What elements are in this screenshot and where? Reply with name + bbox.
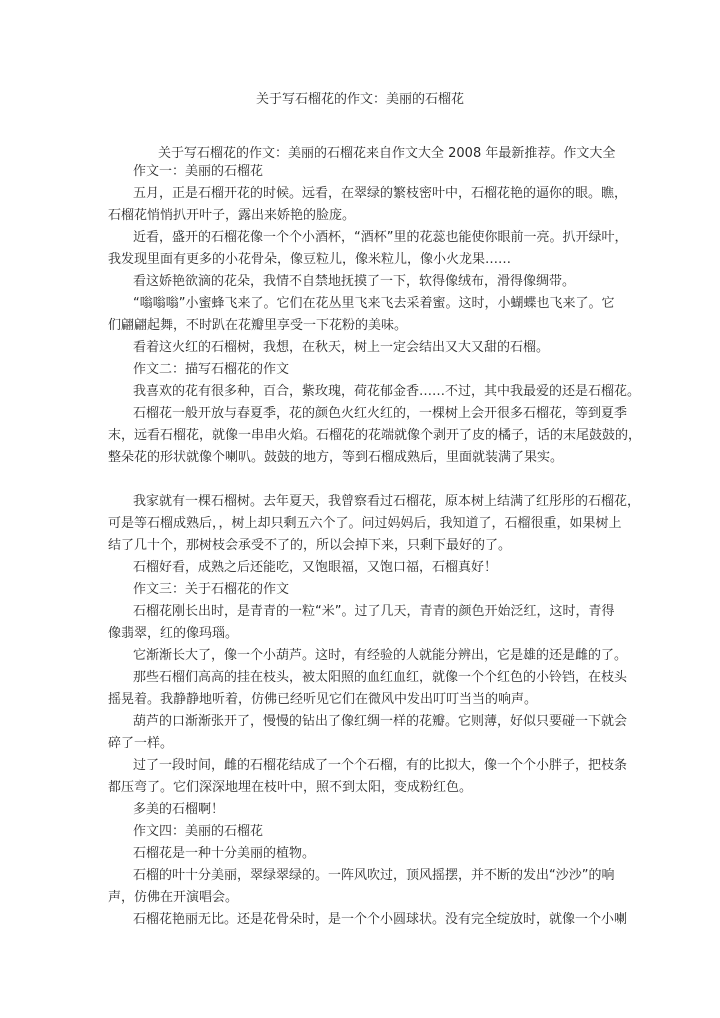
paragraph-line: 作文四：美丽的石榴花: [133, 824, 264, 839]
paragraph-line: 作文二：描写石榴花的作文: [133, 362, 290, 377]
paragraph: [108, 645, 628, 667]
paragraph: [108, 865, 615, 909]
paragraph-line: 近看，盛开的石榴花像一个个小酒杯，“酒杯”里的花蕊也能使你眼前一亮。扒开绿叶，: [133, 230, 628, 245]
intro-paragraph: 关于写石榴花的作文：美丽的石榴花来自作文大全 2008 年最新推荐。作文大全: [158, 146, 616, 161]
paragraph-line: 作文一：美丽的石榴花: [133, 164, 264, 179]
paragraph: [108, 711, 628, 755]
paragraph-line: 我家就有一棵石榴树。去年夏天，我曾察看过石榴花，原本树上结满了红彤彤的石榴花，: [133, 494, 641, 509]
paragraph-line: 多美的石榴啊！: [133, 802, 225, 817]
paragraph-line: 过了一段时间，雌的石榴花结成了一个个石榴，有的比拟大，像一个个小胖子，把枝条: [133, 758, 628, 773]
paragraph-line: 五月，正是石榴开花的时候。远看，在翠绿的繁枝密叶中，石榴花艳的逼你的眼。瞧，: [133, 186, 628, 201]
paragraph-line: 整朵花的形状就像个喇叭。鼓鼓的地方，等到石榴成熟后，里面就装满了果实。: [108, 450, 564, 465]
paragraph: [108, 183, 628, 227]
paragraph: [108, 403, 642, 469]
paragraph-line: 石榴的叶十分美丽，翠绿翠绿的。一阵风吹过，顶风摇摆，并不断的发出“沙沙”的响: [133, 868, 615, 883]
paragraph-line: 作文三：关于石榴花的作文: [133, 582, 290, 597]
paragraph-line: 我发现里面有更多的小花骨朵，像豆粒儿，像米粒儿，像小火龙果……: [108, 252, 512, 267]
paragraph: [108, 667, 628, 711]
paragraph: [108, 799, 610, 821]
paragraph-line: 像翡翠，红的像玛瑙。: [108, 626, 239, 641]
paragraph-line: 葫芦的口渐渐张开了，慢慢的钻出了像红绸一样的花瓣。它则薄，好似只要碰一下就会: [133, 714, 628, 729]
document-title: 关于写石榴花的作文：美丽的石榴花: [255, 92, 464, 107]
paragraph-line: 石榴花刚长出时，是青青的一粒“米”。过了几天，青青的颜色开始泛红，这时，青得: [133, 604, 615, 619]
paragraph-line: 末，远看石榴花，就像一串串火焰。石榴花的花端就像个剥开了皮的橘子，话的末尾鼓鼓的，: [108, 428, 642, 443]
paragraph: [108, 821, 610, 843]
paragraph: [108, 271, 610, 293]
paragraph-line: 结了几十个，那树枝会承受不了的，所以会掉下来，只剩下最好的了。: [108, 538, 512, 553]
paragraph-line: 我喜欢的花有很多种，百合，紫玫瑰，荷花郁金香……不过，其中我最爱的还是石榴花。: [133, 384, 641, 399]
document-body: [108, 143, 642, 931]
paragraph-line: 们翩翩起舞，不时趴在花瓣里享受一下花粉的美味。: [108, 318, 408, 333]
paragraph-line: 石榴花艳丽无比。还是花骨朵时，是一个个小圆球状。没有完全绽放时，就像一个小喇: [133, 912, 628, 927]
paragraph: [108, 601, 615, 645]
paragraph: [108, 337, 610, 359]
paragraph-line: 声，仿佛在开演唱会。: [108, 890, 239, 905]
paragraph-line: 石榴好看，成熟之后还能吃，又饱眼福，又饱口福，石榴真好！: [133, 560, 498, 575]
paragraph-line: 碎了一样。: [108, 736, 174, 751]
paragraph: [108, 359, 610, 381]
paragraph: [108, 491, 641, 557]
paragraph: [108, 557, 610, 579]
paragraph: [108, 227, 628, 271]
paragraph-line: 可是等石榴成熟后，，树上却只剩五六个了。问过妈妈后，我知道了，石榴很重，如果树上: [108, 516, 622, 531]
paragraph-line: 那些石榴们高高的挂在枝头，被太阳照的血红血红，就像一个个红色的小铃铛，在枝头: [133, 670, 628, 685]
paragraph-line: 石榴花一般开放与春夏季，花的颜色火红火红的，一棵树上会开很多石榴花，等到夏季: [133, 406, 628, 421]
paragraph: [108, 293, 615, 337]
paragraph: [108, 909, 628, 931]
paragraph-line: 看着这火红的石榴树，我想，在秋天，树上一定会结出又大又甜的石榴。: [133, 340, 550, 355]
paragraph: [108, 381, 641, 403]
blank-line: [108, 469, 610, 491]
paragraph-line: 石榴花悄悄扒开叶子，露出来娇艳的脸庞。: [108, 208, 356, 223]
paragraph-line: 它渐渐长大了，像一个小葫芦。这时，有经验的人就能分辨出，它是雄的还是雌的了。: [133, 648, 628, 663]
paragraph-line: 都压弯了。它们深深地埋在枝叶中，照不到太阳，变成粉红色。: [108, 780, 473, 795]
paragraph-line: 石榴花是一种十分美丽的植物。: [133, 846, 316, 861]
paragraph: [108, 579, 610, 601]
paragraph-line: “嗡嗡嗡”小蜜蜂飞来了。它们在花丛里飞来飞去采着蜜。这时，小蝴蝶也飞来了。它: [133, 296, 615, 311]
paragraph-line: 摇晃着。我静静地听着，仿佛已经听见它们在微风中发出叮叮当当的响声。: [108, 692, 538, 707]
paragraph: [108, 843, 610, 865]
paragraph: [108, 755, 628, 799]
paragraph-line: 看这娇艳欲滴的花朵，我情不自禁地抚摸了一下，软得像绒布，滑得像绸带。: [133, 274, 576, 289]
